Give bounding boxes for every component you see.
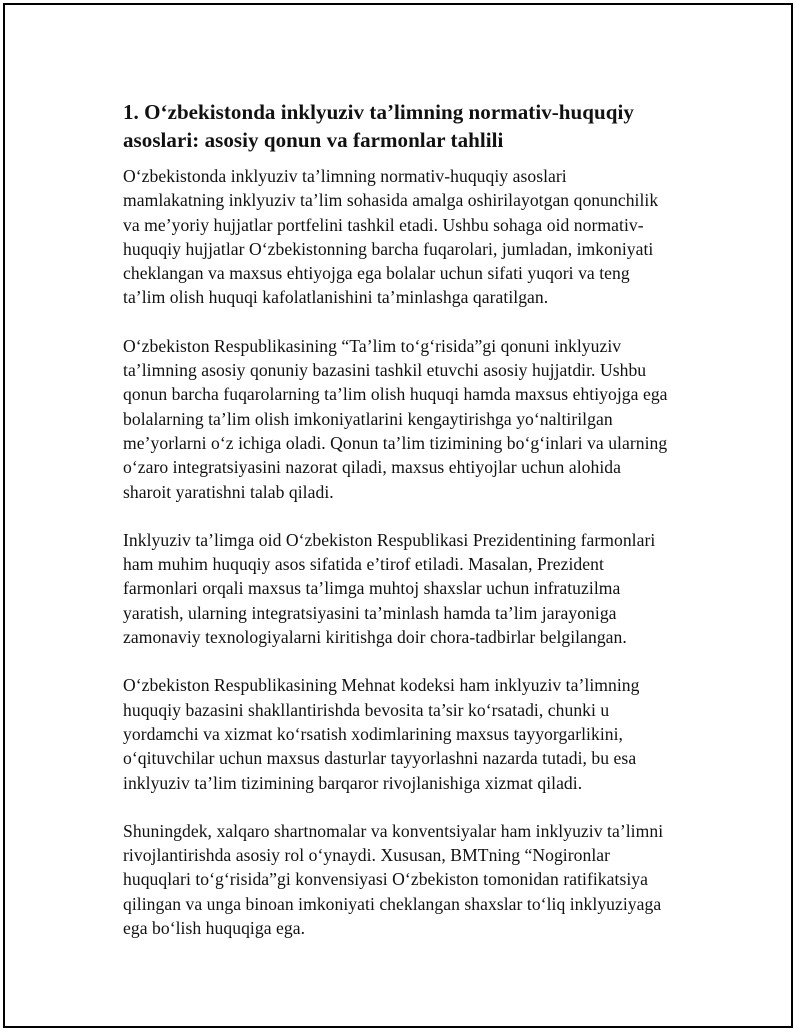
text-line: ta’limning asosiy qonuniy bazasini tashkil etuvchi asosiy hujjatdir. Ushbu <box>123 360 647 381</box>
text-line: huquqlari to‘g‘risida”gi konvensiyasi O‘zbekiston tomonidan ratifikatsiya <box>123 869 648 890</box>
paragraph-2 <box>123 334 703 504</box>
document-body <box>123 98 703 964</box>
text-line: me’yorlarni o‘z ichiga oladi. Qonun ta’lim tizimining bo‘g‘inlari va ularning <box>123 432 668 453</box>
page-frame <box>3 3 793 1028</box>
paragraph-3 <box>123 528 703 649</box>
text-line: O‘zbekiston Respublikasining “Ta’lim to‘g‘risida”gi qonuni inklyuziv <box>123 335 622 356</box>
text-line: zamonaviy texnologiyalarni kiritishga doir chora-tadbirlar belgilangan. <box>123 627 627 648</box>
text-line: va me’yoriy hujjatlar portfelini tashkil etadi. Ushbu sohaga oid normativ- <box>123 214 644 235</box>
text-line: bolalarning ta’lim olish imkoniyatlarini kengaytirishga yo‘naltirilgan <box>123 408 613 429</box>
text-line: cheklangan va maxsus ehtiyojga ega bolalar uchun sifati yuqori va teng <box>123 263 630 284</box>
text-line: Inklyuziv ta’limga oid O‘zbekiston Respublikasi Prezidentining farmonlari <box>123 529 656 550</box>
text-line: inklyuziv ta’lim tizimining barqaror rivojlanishiga xizmat qiladi. <box>123 772 583 793</box>
text-line: ham muhim huquqiy asos sifatida e’tirof etiladi. Masalan, Prezident <box>123 554 604 575</box>
text-line: mamlakatning inklyuziv ta’lim sohasida amalga oshirilayotgan qonunchilik <box>123 190 659 211</box>
text-line: ega bo‘lish huquqiga ega. <box>123 918 306 939</box>
text-line: qilingan va unga binoan imkoniyati cheklangan shaxslar to‘liq inklyuziyaga <box>123 893 662 914</box>
text-line: rivojlantirishda asosiy rol o‘ynaydi. Xususan, BMTning “Nogironlar <box>123 845 611 866</box>
text-line: Shuningdek, xalqaro shartnomalar va konventsiyalar ham inklyuziv ta’limni <box>123 820 664 841</box>
heading-line: 1. O‘zbekistonda inklyuziv ta’limning normativ-huquqiy <box>123 100 634 124</box>
paragraph-1 <box>123 164 703 310</box>
text-line: yaratish, ularning integratsiyasini ta’minlash hamda ta’lim jarayoniga <box>123 602 617 623</box>
section-heading <box>123 98 703 154</box>
text-line: O‘zbekistonda inklyuziv ta’limning normativ-huquqiy asoslari <box>123 166 567 186</box>
text-line: ta’lim olish huquqi kafolatlanishini ta’minlashga qaratilgan. <box>123 287 549 308</box>
text-line: qonun barcha fuqarolarning ta’lim olish huquqi hamda maxsus ehtiyojga ega <box>123 384 668 405</box>
text-line: farmonlari orqali maxsus ta’limga muhtoj shaxslar uchun infratuzilma <box>123 578 621 599</box>
paragraph-5 <box>123 819 703 940</box>
paragraph-4 <box>123 673 703 794</box>
heading-line: asoslari: asosiy qonun va farmonlar tahlili <box>123 128 504 152</box>
text-line: huquqiy hujjatlar O‘zbekistonning barcha fuqarolari, jumladan, imkoniyati <box>123 238 654 259</box>
text-line: o‘qituvchilar uchun maxsus dasturlar tayyorlashni nazarda tutadi, bu esa <box>123 748 637 769</box>
text-line: sharoit yaratishni talab qiladi. <box>123 481 334 502</box>
text-line: o‘zaro integratsiyasini nazorat qiladi, maxsus ehtiyojlar uchun alohida <box>123 457 621 478</box>
text-line: huquqiy bazasini shakllantirishda bevosita ta’sir ko‘rsatadi, chunki u <box>123 699 610 720</box>
text-line: O‘zbekiston Respublikasining Mehnat kodeksi ham inklyuziv ta’limning <box>123 675 640 696</box>
text-line: yordamchi va xizmat ko‘rsatish xodimlarining maxsus tayyorgarlikini, <box>123 723 624 744</box>
